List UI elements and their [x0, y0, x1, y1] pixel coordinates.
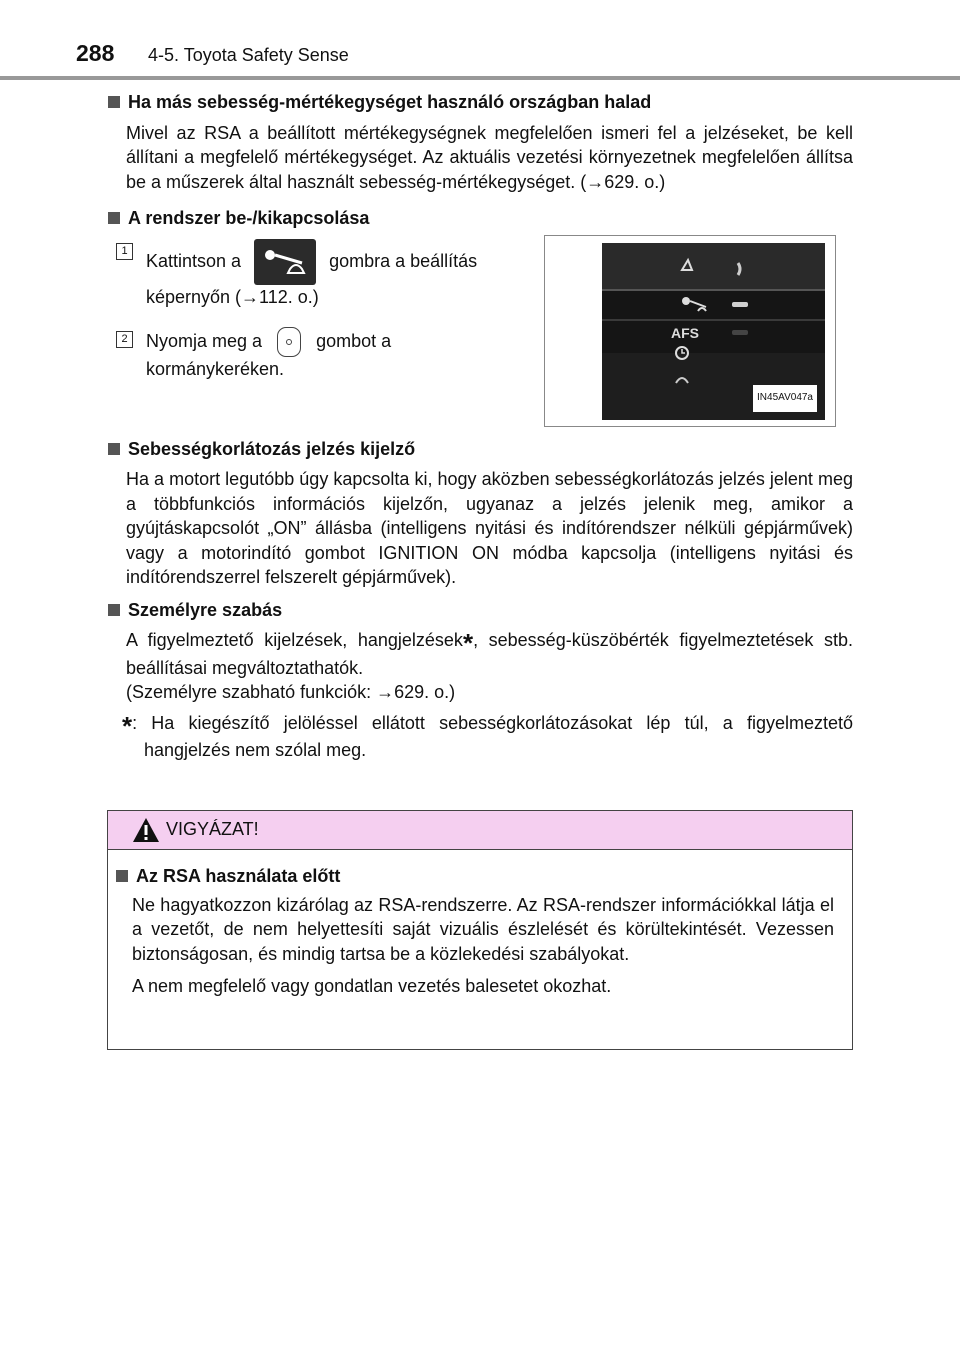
main-content	[108, 90, 853, 763]
footnote-asterisk: *	[122, 710, 133, 741]
header-rule	[0, 76, 960, 80]
step-number-2: 2	[116, 331, 133, 348]
bullet-square-icon	[108, 443, 120, 455]
step-2: 2 Nyomja meg a gombot a kormánykeréken.	[116, 327, 531, 382]
para-custom: A figyelmeztető kijelzések, hangjelzések*, sebesség-küszöbérték figyelmeztetések stb. beállításai megváltoztathatók. (Személyre szabható funkciók: →629. o.)	[126, 628, 853, 702]
section-title: 4-5. Toyota Safety Sense	[148, 45, 349, 65]
asterisk-mark: *	[462, 628, 474, 658]
warning-box	[107, 810, 853, 1050]
rsa-settings-button-icon	[254, 239, 316, 285]
warning-body-2: A nem megfelelő vagy gondatlan vezetés balesetet okozhat.	[132, 976, 612, 996]
footnote: *: Ha kiegészítő jelöléssel ellátott sebességkorlátozásokat lép túl, a figyelmeztető hangjelzés nem szólal meg.	[122, 710, 853, 760]
warning-header	[108, 811, 852, 850]
steps-row	[108, 239, 853, 437]
warning-label: VIGYÁZAT!	[166, 819, 259, 839]
warning-triangle-icon	[132, 817, 160, 843]
heading-custom: Személyre szabás	[108, 598, 853, 623]
bullet-square-icon	[108, 604, 120, 616]
para-display: Ha a motort legutóbb úgy kapcsolta ki, hogy aközben sebességkorlátozás jelzés jelent meg a többfunkciós információs kijelzőn, ugyanaz a jelzés jelenik meg, amikor a gyújtáskapcsolót „ON” állásba (intelligens nyitási és indítórendszer nélküli gépjárművek) vagy a motorindító gombot IGNITION ON módba kapcsolja (intelligens nyitási és indítórendszerrel felszerelt gépjárművek).	[126, 469, 853, 587]
warning-heading: Az RSA használata előtt	[116, 864, 834, 889]
bullet-square-icon	[108, 212, 120, 224]
para-speed-unit: Mivel az RSA a beállított mértékegységnek megfelelően ismeri fel a jelzéseket, be kell állítani a megfelelő mértékegységet. Az aktuális vezetési környezetnek megfelelően állítsa be a műszerek által használt sebesség-mértékegységet. (→629. o.)	[126, 122, 853, 192]
heading-speed-unit: Ha más sebesség-mértékegységet használó országban halad	[108, 90, 853, 115]
bullet-square-icon	[108, 96, 120, 108]
warning-body-1: Ne hagyatkozzon kizárólag az RSA-rendszerre. Az RSA-rendszer információkkal látja el a vezetőt, de nem helyettesíti saját vizuális észlelését és körültekintését. Vezessen biztonságosan, és mindig tartsa be a közlekedési szabályokat.	[132, 894, 834, 964]
bullet-square-icon	[116, 870, 128, 882]
page-header	[76, 36, 960, 76]
step-number-1: 1	[116, 243, 133, 260]
figure-id-label: IN45AV047a	[753, 385, 817, 412]
switch-panel-photo	[602, 243, 825, 420]
step-1: 1 Kattintson a gombra a beállítás képernyőn (→112. o.)	[116, 239, 531, 310]
heading-display: Sebességkorlátozás jelzés kijelző	[108, 437, 853, 462]
switch-panel-figure	[544, 235, 836, 427]
heading-onoff: A rendszer be-/kikapcsolása	[108, 206, 853, 231]
page-number: 288	[76, 40, 115, 66]
steering-wheel-button-icon	[277, 327, 301, 357]
afs-label: AFS	[671, 324, 699, 341]
